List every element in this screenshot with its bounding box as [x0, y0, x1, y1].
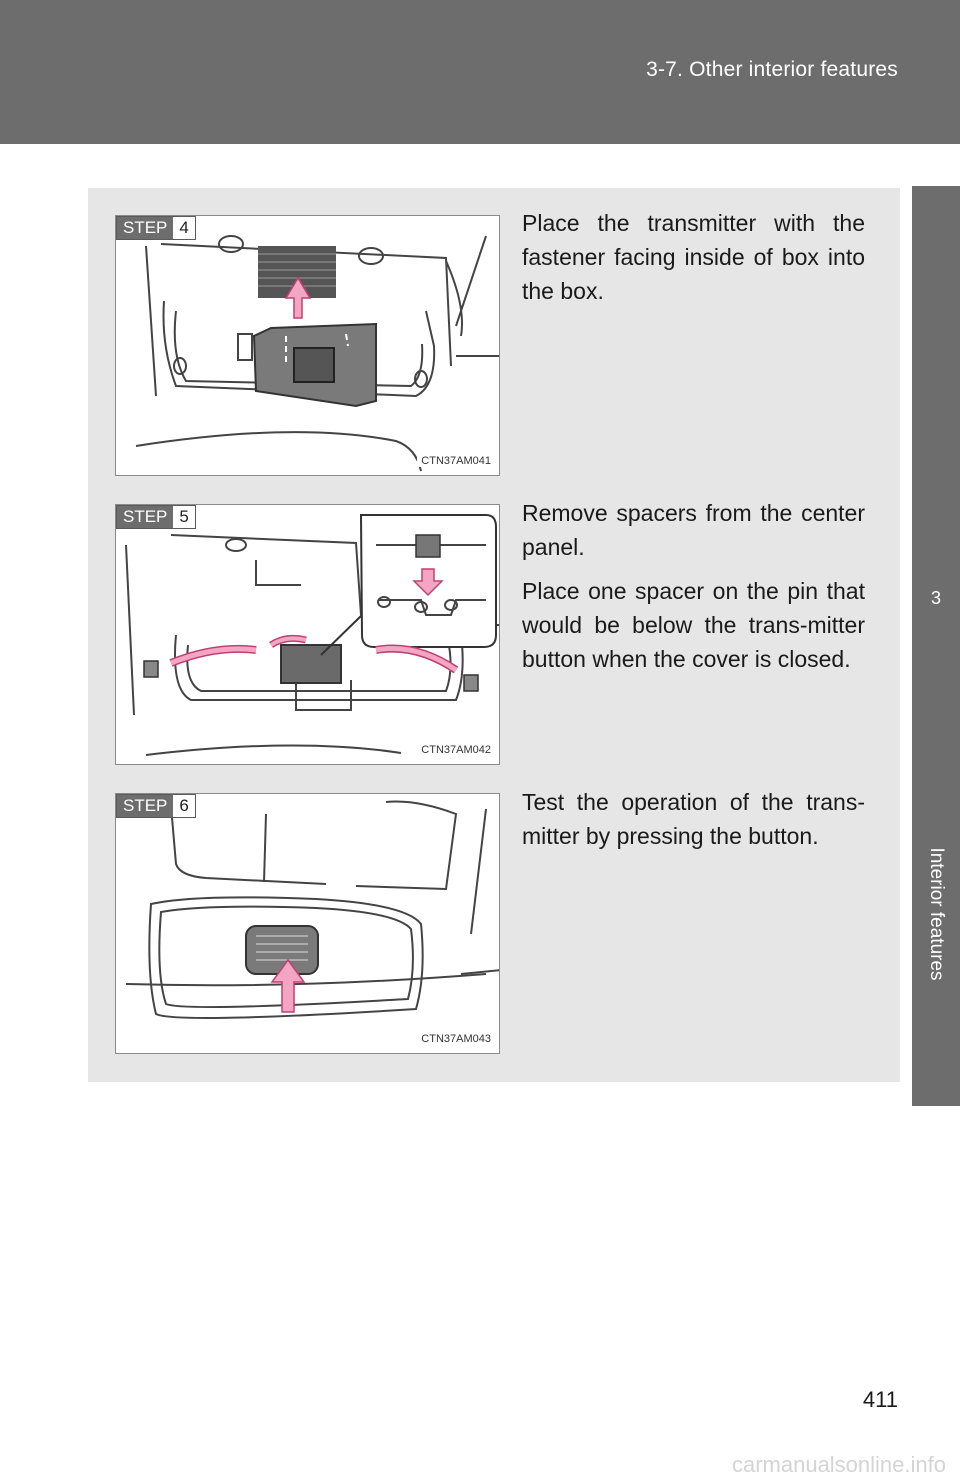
chapter-number: 3	[930, 588, 941, 608]
step-5-paragraph: Remove spacers from the center panel.	[522, 500, 865, 560]
step-5-paragraph: Place one spacer on the pin that would be below the trans-mitter button when the cover is closed.	[522, 578, 865, 672]
step-4-paragraph: Place the transmitter with the fastener facing inside of box into the box.	[522, 210, 865, 304]
page-number: 411	[862, 1387, 898, 1412]
figure-code: CTN37AM042	[417, 744, 491, 756]
step-4-text	[522, 206, 865, 318]
step-6-paragraph: Test the operation of the trans-mitter by pressing the button.	[522, 789, 865, 849]
step-6-illustration	[115, 793, 500, 1054]
figure-code: CTN37AM041	[417, 455, 491, 467]
transmitter-button	[246, 926, 318, 974]
step-5-text	[522, 496, 865, 686]
step-badge: STEP 5	[116, 505, 196, 529]
page-header	[0, 0, 960, 144]
chapter-side-tab	[912, 186, 960, 1106]
watermark: carmanualsonline.info	[731, 1452, 946, 1477]
step-4-illustration	[115, 215, 500, 476]
step-badge: STEP 6	[116, 794, 196, 818]
figure-code: CTN37AM043	[417, 1033, 491, 1045]
button-press-drawing	[116, 794, 500, 1054]
step-6-text	[522, 785, 865, 863]
spacer-part	[416, 535, 440, 557]
chapter-title: Interior features	[926, 847, 947, 981]
transmitter-box-drawing	[116, 216, 500, 476]
section-title: 3-7. Other interior features	[646, 58, 898, 81]
spacer-removal-drawing	[116, 505, 500, 765]
step-badge: STEP 4	[116, 216, 196, 240]
step-5-illustration	[115, 504, 500, 765]
